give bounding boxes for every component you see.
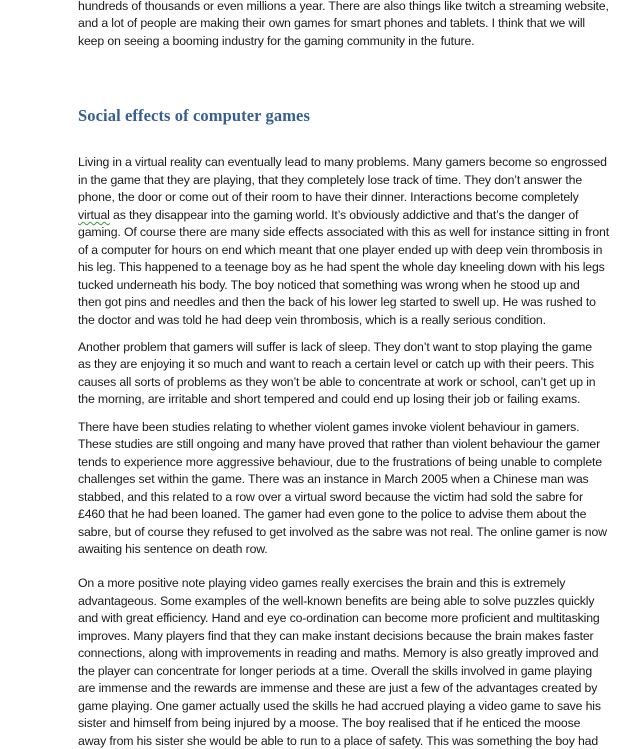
spellcheck-flagged-word[interactable]: virtual xyxy=(78,208,110,222)
paragraph-line: as they are enjoying it so much and want to reach a certain level or catch up with their peers. This xyxy=(78,357,594,371)
paragraph-line: are immense and the rewards are immense and these are just a few of the advantages created by xyxy=(78,681,598,695)
paragraph-line: the doctor and was told he had deep vein thrombosis, which is a really serious condition. xyxy=(78,313,546,327)
paragraph-line: sister and himself from being injured by a moose. The boy realised that if he enticed the moose xyxy=(78,716,581,730)
paragraph-line: his leg. This happened to a teenage boy as he had spent the whole day kneeling down with his legs xyxy=(78,260,605,274)
paragraph-line: tends to experience more aggressive behaviour, due to the frustrations of being unable to complete xyxy=(78,455,602,469)
paragraph-line: On a more positive note playing video games really exercises the brain and this is extremely xyxy=(78,576,566,590)
intro-line: and a lot of people are making their own games for smart phones and tablets. I think that we will xyxy=(78,16,585,30)
paragraph-line: the morning, are irritable and short tempered and could end up losing their job or failing exams. xyxy=(78,392,581,406)
paragraph-line: These studies are still ongoing and many have proved that rather than violent behaviour the gamer xyxy=(78,437,601,451)
paragraph-line: phone, the door or come out of their room to have their dinner. Interactions become completely xyxy=(78,190,579,204)
paragraph-line: tucked underneath his body. The boy noticed that something was wrong when he stood up and xyxy=(78,278,580,292)
paragraph-line: advantageous. Some examples of the well-known benefits are being able to solve puzzles quickly xyxy=(78,594,595,608)
intro-line: keep on seeing a booming industry for the gaming community in the future. xyxy=(78,34,475,48)
paragraph-line: the player can concentrate for longer periods at a time. Overall the skills involved in game playing xyxy=(78,664,593,678)
paragraph-line: and with great efficiency. Hand and eye co-ordination can become more proficient and multitasking xyxy=(78,611,600,625)
paragraph-line: game playing. One gamer actually used the skills he had accrued playing a video game to save his xyxy=(78,699,601,713)
paragraph-line xyxy=(78,207,578,223)
paragraph-line: of a computer for hours on end which meant that one player ended up with deep vein thrombosis in xyxy=(78,243,603,257)
paragraph-line: challenges set within the game. There was an instance in March 2005 when a Chinese man was xyxy=(78,472,589,486)
paragraph-line: Living in a virtual reality can eventually lead to many problems. Many gamers become so engrossed xyxy=(78,155,607,169)
paragraph-line: improves. Many players find that they can make instant decisions because the brain makes faster xyxy=(78,629,594,643)
intro-line: hundreds of thousands or even millions a year. There are also things like twitch a streaming website, xyxy=(78,0,609,13)
paragraph-line: connections, along with improvements in reading and maths. Memory is also greatly improved and xyxy=(78,646,599,660)
paragraph-line: causes all sorts of problems as they won’t be able to concentrate at work or school, can’t get up in xyxy=(78,375,596,389)
paragraph-line: sabre, but of course they refused to get involved as the sabre was not real. The online gamer is now xyxy=(78,525,607,539)
paragraph-line: gaming. Of course there are many side effects associated with this as well for instance sitting in front xyxy=(78,225,609,239)
paragraph-line: awaiting his sentence on death row. xyxy=(78,542,268,556)
section-heading: Social effects of computer games xyxy=(78,106,310,125)
paragraph-line: £460 that he had been loaned. The gamer had even gone to the police to advise them about the xyxy=(78,507,587,521)
paragraph-line: There have been studies relating to whether violent games invoke violent behaviour in gamers. xyxy=(78,420,580,434)
paragraph-line: away from his sister she would be able to run to a place of safety. This was something the boy had xyxy=(78,734,599,748)
paragraph-line: stabbed, and this related to a row over a virtual sword because the victim had sold the sabre for xyxy=(78,490,583,504)
paragraph-line: Another problem that gamers will suffer is lack of sleep. They don’t want to stop playing the game xyxy=(78,340,592,354)
paragraph-line: then got pins and needles and then the back of his lower leg started to swell up. He was rushed to xyxy=(78,295,596,309)
paragraph-line-text: as they disappear into the gaming world. It’s obviously addictive and that’s the danger of xyxy=(113,208,579,222)
paragraph-line: in the game that they are playing, that they completely lose track of time. They don’t answer the xyxy=(78,173,583,187)
